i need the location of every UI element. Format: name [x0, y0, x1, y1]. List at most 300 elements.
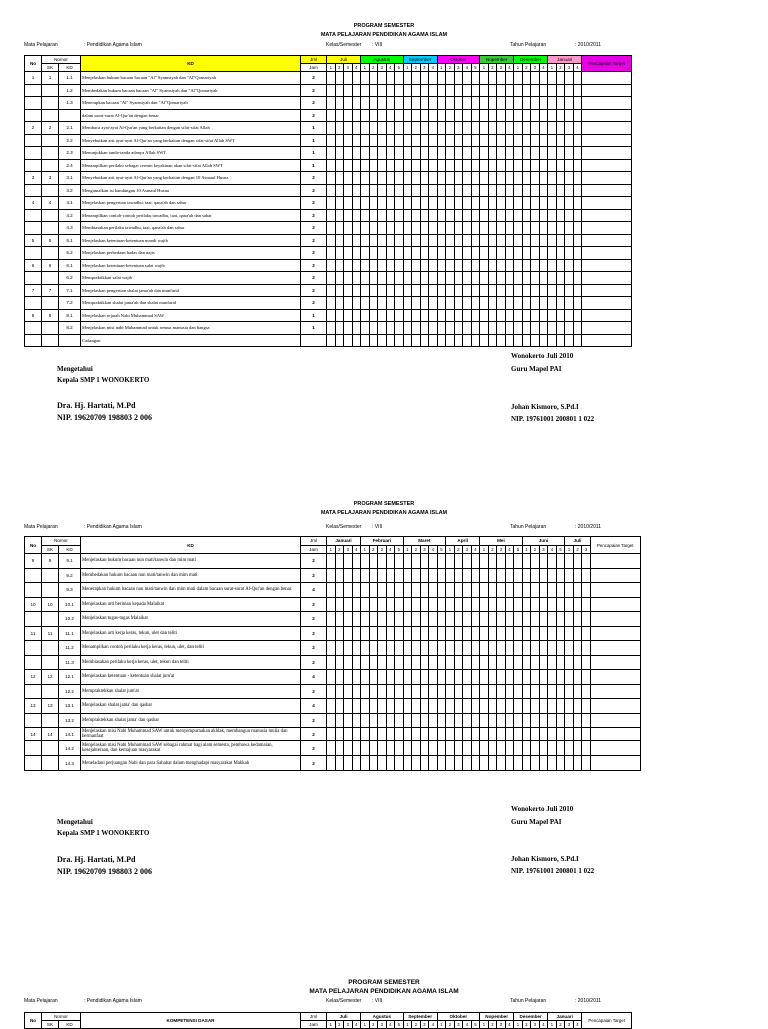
week-cell: [386, 684, 395, 699]
row-sk: [42, 134, 59, 147]
target-cell: [590, 713, 640, 728]
week-cell: [352, 172, 361, 185]
week-cell: [403, 699, 412, 714]
week-cell: [522, 222, 531, 235]
week-cell: [335, 597, 344, 612]
week-cell: [352, 134, 361, 147]
week-cell: [446, 612, 455, 627]
week-cell: [531, 568, 540, 583]
week-cell: [573, 713, 582, 728]
row-sk: 12: [42, 670, 59, 685]
week-cell: [386, 259, 395, 272]
week-cell: [403, 222, 412, 235]
week-cell: [369, 97, 378, 110]
week-cell: [386, 334, 395, 347]
week-cell: [344, 684, 353, 699]
week-cell: [412, 172, 421, 185]
week-cell: [386, 172, 395, 185]
week-cell: [480, 284, 489, 297]
tahun-label: Tahun Pelajaran: [510, 42, 547, 48]
week-cell: [429, 641, 438, 656]
week-cell: [446, 259, 455, 272]
mapel-value: : Pendidikan Agama Islam: [84, 524, 142, 530]
week-cell: [480, 159, 489, 172]
row-no: [25, 334, 42, 347]
week-cell: [412, 297, 421, 310]
week-cell: [378, 741, 387, 756]
week-cell: [429, 259, 438, 272]
week-cell: [488, 655, 497, 670]
week-cell: [454, 568, 463, 583]
week-cell: [369, 670, 378, 685]
target-cell: [582, 72, 632, 85]
week-cell: [522, 122, 531, 135]
week-cell: [522, 159, 531, 172]
week-cell: [480, 756, 489, 771]
target-cell: [590, 655, 640, 670]
week-cell: [446, 84, 455, 97]
week-cell: [556, 670, 565, 685]
week-cell: [335, 568, 344, 583]
week-cell: [480, 97, 489, 110]
week-cell: [429, 247, 438, 260]
week-cell: [386, 209, 395, 222]
week-cell: [522, 284, 531, 297]
week-cell: [403, 612, 412, 627]
week-cell: [335, 234, 344, 247]
week-cell: [344, 756, 353, 771]
week-cell: [556, 247, 565, 260]
week-cell: [454, 741, 463, 756]
week-cell: [344, 284, 353, 297]
week-cell: [335, 670, 344, 685]
week-cell: [454, 284, 463, 297]
week-cell: [437, 641, 446, 656]
week-cell: [344, 172, 353, 185]
week-cell: [361, 670, 370, 685]
week-cell: [480, 583, 489, 598]
week-cell: [395, 713, 404, 728]
week-number: 1: [361, 545, 370, 554]
week-cell: [522, 272, 531, 285]
row-kd-number: 2.2: [59, 134, 81, 147]
week-cell: [335, 272, 344, 285]
week-cell: [471, 109, 480, 122]
row-kd-text: Menampilkan contoh perilaku kerja keras, tekun, ulet, dan teliti: [81, 641, 301, 656]
week-cell: [480, 184, 489, 197]
week-cell: [361, 728, 370, 741]
week-cell: [471, 334, 480, 347]
week-cell: [514, 284, 523, 297]
week-cell: [488, 568, 497, 583]
week-cell: [548, 234, 557, 247]
week-cell: [454, 147, 463, 160]
row-jam: 1: [301, 159, 327, 172]
target-cell: [590, 684, 640, 699]
week-cell: [505, 322, 514, 335]
week-cell: [454, 713, 463, 728]
week-cell: [573, 84, 582, 97]
row-kd-number: 6.2: [59, 272, 81, 285]
week-cell: [386, 741, 395, 756]
kelas-label: Kelas/Semester: [326, 524, 362, 530]
week-cell: [412, 554, 421, 569]
week-cell: [446, 222, 455, 235]
week-cell: [403, 309, 412, 322]
week-cell: [352, 297, 361, 310]
row-no: 9: [25, 554, 42, 569]
row-no: 7: [25, 284, 42, 297]
week-cell: [395, 728, 404, 741]
row-jam: 2: [301, 272, 327, 285]
week-cell: [539, 72, 548, 85]
week-cell: [548, 272, 557, 285]
week-cell: [327, 583, 336, 598]
week-cell: [488, 626, 497, 641]
week-cell: [514, 713, 523, 728]
week-number: 1: [522, 545, 531, 554]
week-cell: [420, 741, 429, 756]
week-cell: [437, 334, 446, 347]
week-cell: [556, 222, 565, 235]
week-cell: [395, 284, 404, 297]
row-kd-text: Membedakan hukum bacaan bacaan "Al" Syamsiyah dan "Al"Qomariyah: [81, 84, 301, 97]
week-cell: [548, 284, 557, 297]
week-cell: [386, 184, 395, 197]
row-kd-text: Membiasakan perilaku tawadhu, taat, qana'ah dan sabar: [81, 222, 301, 235]
row-sk: [42, 322, 59, 335]
week-cell: [573, 309, 582, 322]
week-cell: [403, 670, 412, 685]
target-cell: [590, 597, 640, 612]
week-cell: [437, 741, 446, 756]
week-cell: [403, 72, 412, 85]
week-cell: [437, 72, 446, 85]
week-cell: [412, 259, 421, 272]
week-cell: [463, 699, 472, 714]
week-cell: [471, 322, 480, 335]
row-sk: 13: [42, 699, 59, 714]
week-cell: [556, 97, 565, 110]
week-cell: [480, 209, 489, 222]
week-cell: [429, 334, 438, 347]
week-cell: [539, 284, 548, 297]
week-cell: [446, 626, 455, 641]
week-cell: [429, 728, 438, 741]
week-cell: [539, 109, 548, 122]
week-cell: [556, 655, 565, 670]
week-cell: [403, 209, 412, 222]
week-cell: [497, 259, 506, 272]
week-cell: [437, 322, 446, 335]
week-cell: [514, 309, 523, 322]
week-cell: [361, 222, 370, 235]
week-cell: [522, 597, 531, 612]
week-cell: [539, 684, 548, 699]
week-cell: [565, 554, 574, 569]
week-cell: [522, 756, 531, 771]
week-cell: [344, 641, 353, 656]
row-kd-text: Meneladani perjuangan Nabi dan para Sahabat dalam menghadapi masyarakat Makkah: [81, 756, 301, 771]
week-cell: [420, 147, 429, 160]
week-cell: [335, 84, 344, 97]
week-cell: [565, 284, 574, 297]
week-cell: [403, 197, 412, 210]
week-cell: [369, 568, 378, 583]
week-cell: [378, 234, 387, 247]
week-cell: [514, 297, 523, 310]
row-kd-number: [59, 334, 81, 347]
week-cell: [497, 641, 506, 656]
week-cell: [335, 699, 344, 714]
week-cell: [522, 655, 531, 670]
week-cell: [514, 159, 523, 172]
row-sk: [42, 209, 59, 222]
week-cell: [344, 728, 353, 741]
week-cell: [463, 209, 472, 222]
week-cell: [420, 597, 429, 612]
no-header: No: [25, 1013, 42, 1029]
week-cell: [378, 699, 387, 714]
week-cell: [565, 159, 574, 172]
week-cell: [573, 122, 582, 135]
week-cell: [378, 222, 387, 235]
week-cell: [403, 741, 412, 756]
week-cell: [548, 84, 557, 97]
week-number: 2: [412, 64, 421, 72]
week-cell: [412, 612, 421, 627]
week-cell: [548, 612, 557, 627]
row-kd-number: 8.2: [59, 322, 81, 335]
target-cell: [582, 234, 632, 247]
week-cell: [386, 222, 395, 235]
approval-label: Mengetahui: [57, 365, 93, 373]
row-jam: 2: [301, 109, 327, 122]
week-cell: [369, 583, 378, 598]
row-kd-text: Menjelaskan sejarah Nabi Muhammad SAW: [81, 309, 301, 322]
row-no: 10: [25, 597, 42, 612]
week-cell: [420, 247, 429, 260]
week-cell: [514, 272, 523, 285]
week-cell: [573, 699, 582, 714]
row-no: [25, 84, 42, 97]
week-cell: [454, 699, 463, 714]
week-cell: [344, 197, 353, 210]
week-cell: [327, 284, 336, 297]
month-header: Nopember: [480, 56, 514, 64]
week-cell: [463, 641, 472, 656]
week-cell: [429, 84, 438, 97]
week-cell: [505, 309, 514, 322]
week-cell: [378, 284, 387, 297]
week-cell: [327, 122, 336, 135]
row-no: [25, 209, 42, 222]
week-cell: [429, 184, 438, 197]
week-cell: [488, 172, 497, 185]
week-number: 1: [514, 64, 523, 72]
row-kd-text: Menjelaskan arti kerja keras, tekun, ulet dan teliti: [81, 626, 301, 641]
week-number: 5: [395, 545, 404, 554]
target-cell: [582, 284, 632, 297]
row-sk: [42, 272, 59, 285]
week-cell: [488, 197, 497, 210]
week-cell: [327, 222, 336, 235]
kd-number-header: KD: [59, 545, 81, 554]
week-cell: [514, 322, 523, 335]
week-cell: [548, 97, 557, 110]
week-cell: [505, 209, 514, 222]
week-cell: [582, 597, 591, 612]
week-cell: [403, 684, 412, 699]
target-cell: [590, 670, 640, 685]
week-number: 3: [497, 1021, 506, 1029]
target-header: Pencapaian Target: [582, 1013, 632, 1029]
week-cell: [548, 583, 557, 598]
week-cell: [386, 72, 395, 85]
week-cell: [531, 109, 540, 122]
week-cell: [378, 756, 387, 771]
week-cell: [429, 284, 438, 297]
week-cell: [548, 597, 557, 612]
target-header: Pencapaian Target: [590, 537, 640, 554]
week-number: 1: [548, 1021, 557, 1029]
week-cell: [573, 97, 582, 110]
teacher-role: Guru Mapel PAI: [511, 818, 562, 826]
row-kd-text: Menyebutkan arti ayat-ayat Al-Qur'an yang berkaitan dengan sifat-sifat Allah SWT: [81, 134, 301, 147]
row-kd-number: 3.2: [59, 184, 81, 197]
week-cell: [565, 222, 574, 235]
week-cell: [361, 84, 370, 97]
week-cell: [582, 728, 591, 741]
week-number: 2: [446, 1021, 455, 1029]
row-kd-number: 9.3: [59, 583, 81, 598]
week-cell: [505, 184, 514, 197]
row-jam: 4: [301, 583, 327, 598]
week-cell: [344, 568, 353, 583]
week-cell: [403, 756, 412, 771]
week-cell: [327, 713, 336, 728]
week-cell: [386, 97, 395, 110]
row-kd-number: 9.1: [59, 554, 81, 569]
week-cell: [446, 272, 455, 285]
row-kd-number: 6.1: [59, 259, 81, 272]
week-cell: [429, 197, 438, 210]
tahun-value: : 2010/2011: [575, 998, 602, 1004]
week-cell: [403, 334, 412, 347]
week-cell: [548, 309, 557, 322]
row-kd-number: 13.2: [59, 713, 81, 728]
week-number: 3: [531, 1021, 540, 1029]
week-cell: [556, 197, 565, 210]
row-no: [25, 222, 42, 235]
week-cell: [369, 626, 378, 641]
week-cell: [531, 756, 540, 771]
week-cell: [556, 309, 565, 322]
week-cell: [361, 756, 370, 771]
row-no: [25, 147, 42, 160]
week-cell: [497, 197, 506, 210]
week-cell: [369, 334, 378, 347]
week-cell: [361, 597, 370, 612]
week-cell: [369, 699, 378, 714]
week-cell: [403, 284, 412, 297]
week-cell: [488, 322, 497, 335]
week-cell: [395, 741, 404, 756]
row-no: 12: [25, 670, 42, 685]
week-cell: [505, 109, 514, 122]
week-cell: [395, 612, 404, 627]
week-cell: [471, 72, 480, 85]
row-no: [25, 184, 42, 197]
row-sk: 2: [42, 122, 59, 135]
week-cell: [395, 247, 404, 260]
week-cell: [344, 97, 353, 110]
row-sk: [42, 159, 59, 172]
week-cell: [531, 322, 540, 335]
week-cell: [378, 109, 387, 122]
week-cell: [378, 272, 387, 285]
week-cell: [327, 209, 336, 222]
week-cell: [335, 741, 344, 756]
week-cell: [497, 713, 506, 728]
week-cell: [429, 147, 438, 160]
week-cell: [446, 284, 455, 297]
week-number: 1: [480, 64, 489, 72]
week-cell: [463, 147, 472, 160]
week-cell: [573, 612, 582, 627]
week-cell: [556, 84, 565, 97]
week-cell: [497, 322, 506, 335]
week-cell: [505, 297, 514, 310]
row-jam: 1: [301, 147, 327, 160]
row-kd-number: 4.3: [59, 222, 81, 235]
week-cell: [548, 222, 557, 235]
week-cell: [327, 626, 336, 641]
week-cell: [565, 272, 574, 285]
row-kd-number: 2.3: [59, 147, 81, 160]
week-cell: [539, 568, 548, 583]
no-header: No: [25, 56, 42, 72]
week-number: 4: [429, 545, 438, 554]
row-jam: 2: [301, 597, 327, 612]
week-cell: [454, 184, 463, 197]
week-number: 3: [497, 64, 506, 72]
month-header: Juli: [327, 1013, 361, 1021]
week-cell: [565, 641, 574, 656]
kelas-label: Kelas/Semester: [326, 42, 362, 48]
week-cell: [573, 209, 582, 222]
week-cell: [361, 184, 370, 197]
row-kd-number: 13.1: [59, 699, 81, 714]
week-number: 1: [327, 64, 336, 72]
week-cell: [505, 583, 514, 598]
week-number: 5: [395, 1021, 404, 1029]
week-cell: [395, 184, 404, 197]
week-cell: [565, 109, 574, 122]
row-no: [25, 583, 42, 598]
month-header: Maret: [403, 537, 446, 546]
month-header: Januari: [548, 56, 582, 64]
week-cell: [471, 699, 480, 714]
week-cell: [497, 597, 506, 612]
week-cell: [522, 234, 531, 247]
week-cell: [471, 713, 480, 728]
week-number: 2: [369, 64, 378, 72]
week-cell: [352, 184, 361, 197]
week-cell: [565, 309, 574, 322]
row-sk: 5: [42, 234, 59, 247]
week-cell: [505, 259, 514, 272]
